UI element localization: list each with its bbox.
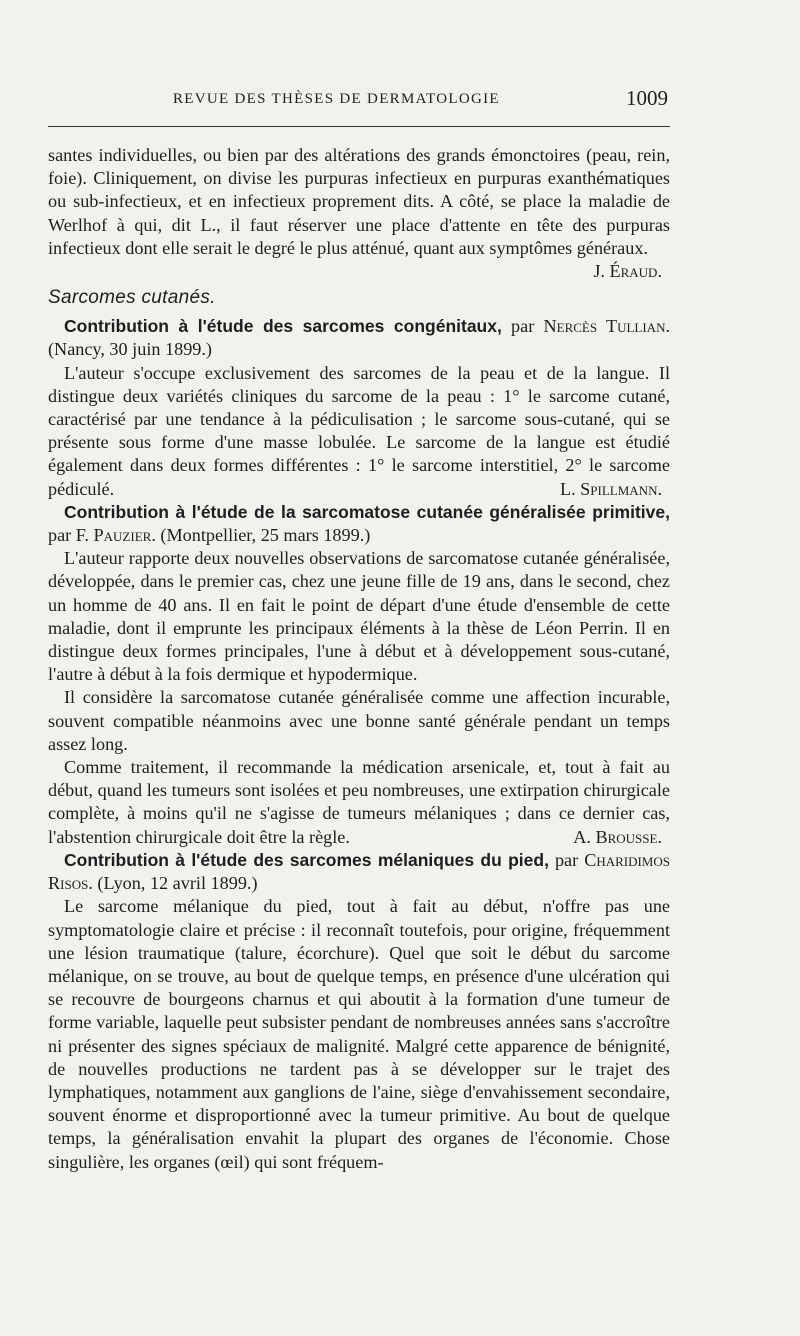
- intro-signature: J. Éraud.: [593, 261, 662, 282]
- intro-text: santes individuelles, ou bien par des altérations des grands émonctoires (peau, rein, foie). Cliniquement, on divise les purpuras infectieux en purpuras exanthématiques ou sub-infectieux, et en infectieux proprement dits. A côté, se place la maladie de Werlhof à qui, dit L., il faut réserver une place d'attente en tête des purpuras infectieux dont elle serait le degré le plus atténué, quant aux symptômes généraux.: [48, 145, 670, 258]
- body-text: [48, 144, 670, 1174]
- article3-body: Le sarcome mélanique du pied, tout à fait au début, n'offre pas une symptomatologie claire et précise : il reconnaît toutefois, pour origine, fréquemment une lésion traumatique (talure, écorchure). Quel que soit le début du sarcome mélanique, on se trouve, au bout de quelque temps, en présence d'une ulcération qui se recouvre de bourgeons charnus et qui aboutit à la formation d'une tumeur de forme variable, laquelle peut subsister pendant de nombreuses années sans s'accroître ni présenter des signes spéciaux de malignité. Malgré cette apparence de bénignité, de nouvelles productions ne tardent pas à se développer sur le trajet des lymphatiques, notamment aux ganglions de l'aine, siège d'envahissement secondaire, souvent énorme et disproportionné avec la tumeur primitive. Au bout de quelque temps, la généralisation envahit la plupart des organes de l'économie. Chose singulière, les organes (œil) qui sont fréquem-: [48, 896, 670, 1172]
- page-number: 1009: [626, 86, 668, 110]
- running-title: REVUE DES THÈSES DE DERMATOLOGIE: [173, 91, 500, 107]
- article3-title: Contribution à l'étude des sarcomes mélaniques du pied,: [64, 849, 549, 870]
- article3-source: . (Lyon, 12 avril 1899.): [88, 873, 258, 894]
- article3-heading: [48, 849, 670, 895]
- article1-byline-prefix: par: [501, 316, 544, 337]
- article1-heading: [48, 315, 670, 361]
- article2-paragraph-2: Il considère la sarcomatose cutanée généralisée comme une affection incurable, souvent compatible néanmoins avec une bonne santé générale pendant un temps assez long.: [48, 687, 670, 754]
- article2-source: . (Montpellier, 25 mars 1899.): [151, 525, 371, 546]
- article1-body: [48, 362, 670, 501]
- article1-body-text: L'auteur s'occupe exclusivement des sarcomes de la peau et de la langue. Il distingue deux variétés cliniques du sarcome de la peau : 1° le sarcome cutané, caractérisé par une tendance à la pédiculisation ; le sarcome sous-cutané, qui se présente sous forme d'une masse lobulée. Le sarcome de la langue est étudié également dans deux formes différentes : 1° le sarcome interstitiel, 2° le sarcome pédiculé.: [48, 362, 670, 499]
- article1-author: Nercès Tullian: [543, 316, 666, 337]
- article2-paragraph-3-text: Comme traitement, il recommande la médication arsenicale, et, tout à fait au début, quand les tumeurs sont isolées et peu nombreuses, une extirpation chirurgicale complète, à moins qu'il ne s'agisse de tumeurs mélaniques ; dans ce dernier cas, l'abstention chirurgicale doit être la règle.: [48, 757, 670, 847]
- header-rule: [48, 126, 670, 127]
- article2-signature: A. Brousse.: [573, 826, 662, 847]
- article3-byline-prefix: par: [548, 849, 585, 870]
- article2-author: Pauzier: [93, 525, 152, 546]
- page-header: [48, 88, 670, 114]
- article2-paragraph-3: [48, 756, 670, 849]
- intro-paragraph: [48, 144, 670, 283]
- article2-paragraph-1: L'auteur rapporte deux nouvelles observations de sarcomatose cutanée généralisée, développée, dans le premier cas, chez une jeune fille de 19 ans, dans le second, chez un homme de 40 ans. Il en fait le point de départ d'une étude d'ensemble de cette maladie, dont il emprunte les principaux éléments à la thèse de Léon Perrin. Il en distingue deux formes principales, l'une à début et à développement sous-cutané, l'autre à début à la fois dermique et hypodermique.: [48, 548, 670, 685]
- section-title: Sarcomes cutanés.: [48, 287, 216, 309]
- article2-title: Contribution à l'étude de la sarcomatose cutanée généralisée primitive,: [64, 501, 670, 522]
- article1-source: . (Nancy, 30 juin 1899.): [48, 316, 671, 360]
- article1-title: Contribution à l'étude des sarcomes congénitaux,: [64, 316, 502, 337]
- article2-byline-prefix: par F.: [48, 525, 94, 546]
- article3-author: Charidimos Risos: [48, 849, 670, 894]
- article2-heading: [48, 501, 670, 547]
- article1-signature: L. Spillmann.: [559, 478, 662, 499]
